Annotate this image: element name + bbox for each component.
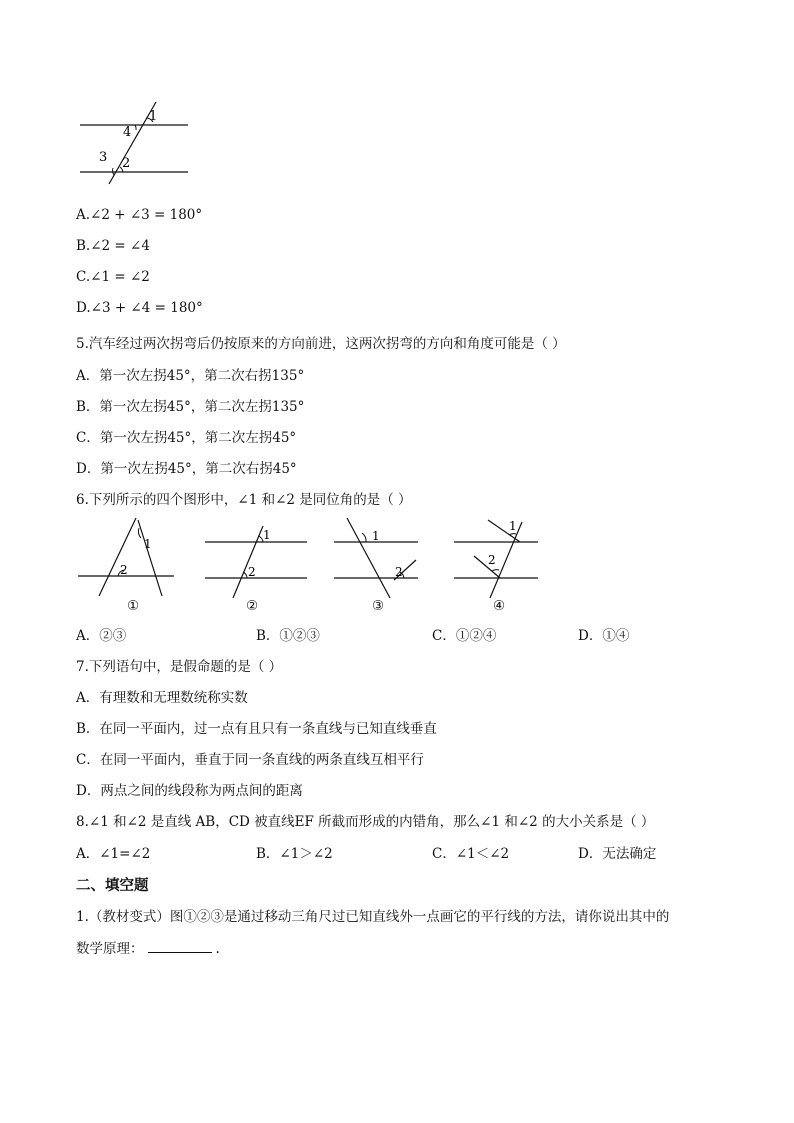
q4-option-d: D.∠3 + ∠4 = 180° — [76, 300, 203, 316]
q6-figure-2 — [203, 516, 309, 598]
q6-caption-2: ② — [246, 598, 259, 614]
q7-option-a: A．有理数和无理数统称实数 — [76, 690, 248, 706]
q7-option-d: D．两点之间的线段称为两点间的距离 — [76, 783, 303, 799]
q4-option-c: C.∠1 = ∠2 — [76, 269, 150, 285]
q6-caption-4: ④ — [493, 598, 506, 614]
fill-q1-line1: 1.（教材变式）图①②③是通过移动三角尺过已知直线外一点画它的平行线的方法，请你说出其中的 — [76, 909, 670, 925]
q4-label-1: 1 — [149, 109, 158, 124]
q6-fig1-angle2: 2 — [120, 563, 128, 577]
fill-q1-suffix: . — [215, 941, 220, 957]
q5-stem: 5.汽车经过两次拐弯后仍按原来的方向前进，这两次拐弯的方向和角度可能是（ ） — [76, 336, 566, 352]
q8-option-c: C．∠1＜∠2 — [432, 846, 510, 862]
q8-stem: 8.∠1 和∠2 是直线 AB，CD 被直线EF 所截而形成的内错角，那么∠1 和∠2 的大小关系是（ ） — [76, 814, 655, 830]
fill-q1-answer-blank[interactable] — [148, 940, 212, 953]
q4-label-4: 4 — [123, 125, 132, 140]
fill-q1-line2 — [76, 937, 220, 957]
q6-caption-1: ① — [127, 598, 140, 614]
q6-option-a: A．②③ — [76, 628, 127, 644]
q6-stem: 6.下列所示的四个图形中，∠1 和∠2 是同位角的是（ ） — [76, 492, 412, 508]
q6-option-b: B．①②③ — [256, 628, 320, 644]
q5-option-b: B．第一次左拐45°，第二次左拐135° — [76, 399, 305, 415]
q6-fig2-angle2: 2 — [248, 565, 256, 579]
q5-option-a: A．第一次左拐45°，第二次右拐135° — [76, 368, 305, 384]
q4-option-b: B.∠2 = ∠4 — [76, 238, 150, 254]
fill-q1-prefix: 数学原理： — [76, 941, 144, 957]
q6-fig4-angle2: 2 — [488, 553, 496, 567]
q6-caption-3: ③ — [372, 598, 385, 614]
section-title-fill-in: 二、填空题 — [76, 877, 149, 894]
q8-option-a: A．∠1=∠2 — [76, 846, 151, 862]
q8-option-d: D．无法确定 — [578, 846, 657, 862]
q8-option-b: B．∠1＞∠2 — [256, 846, 333, 862]
q4-figure — [76, 98, 196, 188]
q6-option-c: C．①②④ — [432, 628, 497, 644]
q5-option-d: D．第一次左拐45°，第二次右拐45° — [76, 461, 297, 477]
q6-fig3-angle2: 2 — [395, 565, 403, 579]
q6-option-d: D．①④ — [578, 628, 630, 644]
q6-figure-4 — [452, 516, 542, 598]
q7-option-b: B．在同一平面内，过一点有且只有一条直线与已知直线垂直 — [76, 721, 437, 737]
q6-figure-1 — [76, 516, 176, 598]
q6-fig4-angle1: 1 — [509, 519, 517, 533]
q6-fig3-angle1: 1 — [372, 529, 380, 543]
q4-option-a: A.∠2 + ∠3 = 180° — [76, 207, 203, 223]
q6-fig1-angle1: 1 — [144, 537, 152, 551]
q6-figure-3 — [332, 516, 422, 598]
q4-label-2: 2 — [122, 156, 131, 171]
q5-option-c: C．第一次左拐45°，第二次左拐45° — [76, 430, 297, 446]
q6-fig2-angle1: 1 — [263, 528, 271, 542]
q7-stem: 7.下列语句中，是假命题的是（ ） — [76, 659, 283, 675]
q7-option-c: C．在同一平面内，垂直于同一条直线的两条直线互相平行 — [76, 752, 424, 768]
q4-label-3: 3 — [99, 150, 108, 165]
